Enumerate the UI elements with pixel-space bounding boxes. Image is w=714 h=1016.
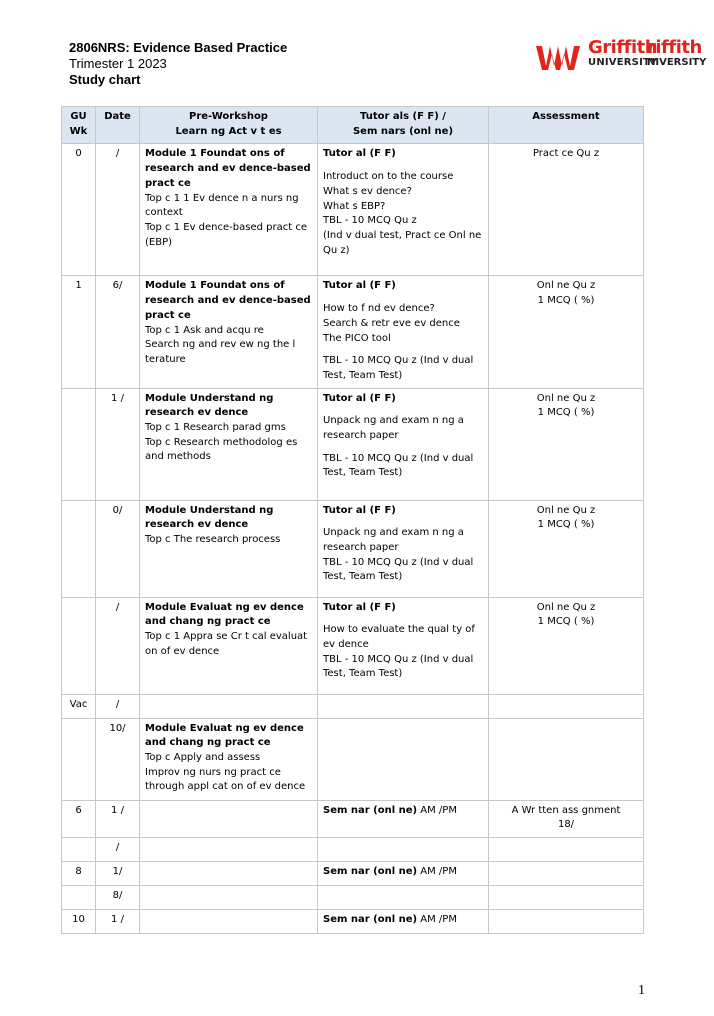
tutorial-quiz-line: TBL - 10 MCQ Qu z (Ind v dual Test, Team Test) xyxy=(323,452,474,479)
griffith-logo xyxy=(534,38,710,74)
assessment-line: 18/ xyxy=(557,819,575,831)
assessment-cell xyxy=(489,694,644,718)
pre-workshop-cell xyxy=(140,276,318,388)
assessment-line: A Wr tten ass gnment xyxy=(511,804,621,816)
page-number: 1 xyxy=(638,983,645,998)
assessment-cell xyxy=(489,718,644,800)
topic-line: Top c 1 Research parad gms xyxy=(145,422,286,434)
tutorial-title-line xyxy=(323,913,483,928)
assessment-line: Onl ne Qu z xyxy=(536,280,596,292)
tutorial-cell xyxy=(318,800,489,837)
tutorial-cell xyxy=(318,500,489,597)
table-row xyxy=(62,500,644,597)
pre-workshop-cell xyxy=(140,388,318,500)
topic-line: Search ng and rev ew ng the l terature xyxy=(145,339,296,365)
assessment-cell xyxy=(489,597,644,694)
week-cell: 0 xyxy=(62,144,96,276)
table-row xyxy=(62,694,644,718)
tutorial-cell xyxy=(318,388,489,500)
topic-line: Top c The research process xyxy=(145,534,281,546)
pre-workshop-cell xyxy=(140,838,318,862)
tutorial-cell xyxy=(318,144,489,276)
header-pre-workshop: Pre-Workshop Learn ng Act v t es xyxy=(140,107,318,144)
assessment-cell xyxy=(489,838,644,862)
tutorial-cell xyxy=(318,276,489,388)
module-title: Module Evaluat ng ev dence and chang ng pract ce xyxy=(145,722,304,749)
tutorial-line: TBL - 10 MCQ Qu z xyxy=(323,215,417,227)
date-cell: / xyxy=(96,694,140,718)
table-header-row xyxy=(62,107,644,144)
tutorial-title-line xyxy=(323,601,483,616)
table-row xyxy=(62,910,644,934)
study-chart-table xyxy=(61,106,644,934)
topic-line: Top c Apply and assess xyxy=(145,752,261,764)
spacer xyxy=(323,162,483,170)
tutorial-title: Sem nar (onl ne) xyxy=(323,804,418,816)
table-row xyxy=(62,862,644,886)
header-tutorials: Tutor als (F F) / Sem nars (onl ne) xyxy=(318,107,489,144)
assessment-cell xyxy=(489,500,644,597)
date-cell: / xyxy=(96,144,140,276)
week-cell xyxy=(62,500,96,597)
spacer xyxy=(323,294,483,302)
griffith-logo-mark-icon xyxy=(534,42,584,70)
week-cell xyxy=(62,388,96,500)
week-cell: 8 xyxy=(62,862,96,886)
tutorial-cell xyxy=(318,718,489,800)
module-title: Module Understand ng research ev dence xyxy=(145,392,274,419)
tutorial-cell xyxy=(318,862,489,886)
header-assessment: Assessment xyxy=(489,107,644,144)
logo-word-university-repeat: NIVERSITY xyxy=(647,57,707,68)
tutorial-title: Tutor al (F F) xyxy=(323,148,396,160)
table-row xyxy=(62,800,644,837)
tutorial-time: AM /PM xyxy=(417,866,457,878)
assessment-line: Pract ce Qu z xyxy=(532,148,600,160)
tutorial-line: What s EBP? xyxy=(323,200,386,212)
tutorial-line: Search & retr eve ev dence xyxy=(323,317,460,329)
date-cell: 1 / xyxy=(96,800,140,837)
week-cell: 6 xyxy=(62,800,96,837)
tutorial-line: How to evaluate the qual ty of ev dence xyxy=(323,624,475,651)
pre-workshop-cell xyxy=(140,862,318,886)
tutorial-line: What s ev dence? xyxy=(323,185,412,197)
tutorial-title-line xyxy=(323,865,483,880)
assessment-line: 1 MCQ ( %) xyxy=(537,519,595,531)
tutorial-line: (Ind v dual test, Pract ce Onl ne Qu z) xyxy=(323,229,482,256)
assessment-line: Onl ne Qu z xyxy=(536,392,596,404)
tutorial-title: Sem nar (onl ne) xyxy=(323,914,418,926)
assessment-cell xyxy=(489,862,644,886)
tutorial-time: AM /PM xyxy=(417,804,457,816)
pre-workshop-cell xyxy=(140,694,318,718)
date-cell: 1 / xyxy=(96,910,140,934)
pre-workshop-cell xyxy=(140,800,318,837)
assessment-line: 1 MCQ ( %) xyxy=(537,295,595,307)
table-row xyxy=(62,718,644,800)
assessment-cell xyxy=(489,886,644,910)
date-cell: 0/ xyxy=(96,500,140,597)
tutorial-line: Unpack ng and exam n ng a research paper xyxy=(323,527,464,554)
header-week: GU Wk xyxy=(62,107,96,144)
week-cell xyxy=(62,597,96,694)
logo-word-griffith-repeat: riffith xyxy=(647,37,702,58)
week-cell xyxy=(62,718,96,800)
assessment-cell xyxy=(489,388,644,500)
week-cell xyxy=(62,838,96,862)
pre-workshop-cell xyxy=(140,597,318,694)
date-cell: 8/ xyxy=(96,886,140,910)
table-row xyxy=(62,838,644,862)
date-cell: 1/ xyxy=(96,862,140,886)
assessment-line: Onl ne Qu z xyxy=(536,601,596,613)
trimester-label: Trimester 1 2023 xyxy=(69,56,167,71)
assessment-line: 1 MCQ ( %) xyxy=(537,616,595,628)
logo-word-university: UNIVERSITY xyxy=(588,57,658,68)
tutorial-cell xyxy=(318,886,489,910)
date-cell: / xyxy=(96,597,140,694)
table-row xyxy=(62,276,644,388)
tutorial-line: Unpack ng and exam n ng a research paper xyxy=(323,415,464,442)
tutorial-title-line xyxy=(323,504,483,519)
logo-word-griffith: Griffith xyxy=(588,37,658,58)
week-cell: 10 xyxy=(62,910,96,934)
week-cell: Vac xyxy=(62,694,96,718)
table-row xyxy=(62,886,644,910)
spacer xyxy=(323,406,483,414)
tutorial-line: TBL - 10 MCQ Qu z (Ind v dual Test, Team Test) xyxy=(323,556,474,583)
table-body xyxy=(62,144,644,934)
spacer xyxy=(323,518,483,526)
tutorial-line: The PICO tool xyxy=(323,332,391,344)
table-row xyxy=(62,388,644,500)
pre-workshop-cell xyxy=(140,886,318,910)
tutorial-time: AM /PM xyxy=(417,914,457,926)
spacer xyxy=(323,346,483,354)
table-row xyxy=(62,144,644,276)
tutorial-line: How to f nd ev dence? xyxy=(323,303,435,315)
table-row xyxy=(62,597,644,694)
tutorial-cell xyxy=(318,910,489,934)
topic-line: Top c 1 Ev dence-based pract ce (EBP) xyxy=(145,221,307,248)
tutorial-title-line xyxy=(323,279,483,294)
tutorial-title: Tutor al (F F) xyxy=(323,504,396,516)
tutorial-quiz-line: TBL - 10 MCQ Qu z (Ind v dual Test, Team Test) xyxy=(323,355,474,381)
tutorial-line: Introduct on to the course xyxy=(323,171,454,183)
pre-workshop-cell xyxy=(140,144,318,276)
tutorial-title-line xyxy=(323,392,483,407)
spacer xyxy=(323,444,483,452)
topic-line: Top c Research methodolog es and methods xyxy=(145,436,298,463)
tutorial-title-line xyxy=(323,147,483,162)
tutorial-cell xyxy=(318,694,489,718)
date-cell: 6/ xyxy=(96,276,140,388)
assessment-cell xyxy=(489,910,644,934)
tutorial-line: TBL - 10 MCQ Qu z (Ind v dual Test, Team Test) xyxy=(323,653,474,680)
topic-line: Top c 1 Ask and acqu re xyxy=(145,324,264,336)
assessment-line: 1 MCQ ( %) xyxy=(537,407,595,419)
pre-workshop-cell xyxy=(140,910,318,934)
study-chart-title: Study chart xyxy=(69,72,141,87)
assessment-cell xyxy=(489,800,644,837)
tutorial-cell xyxy=(318,597,489,694)
tutorial-cell xyxy=(318,838,489,862)
module-title: Module 1 Foundat ons of research and ev dence-based pract ce xyxy=(145,148,311,189)
assessment-line: Onl ne Qu z xyxy=(536,504,596,516)
date-cell: 1 / xyxy=(96,388,140,500)
week-cell: 1 xyxy=(62,276,96,388)
module-title: Module Understand ng research ev dence xyxy=(145,504,274,531)
course-title: 2806NRS: Evidence Based Practice xyxy=(69,40,288,55)
spacer xyxy=(323,615,483,623)
assessment-cell xyxy=(489,276,644,388)
tutorial-title: Tutor al (F F) xyxy=(323,280,396,292)
date-cell: 10/ xyxy=(96,718,140,800)
date-cell: / xyxy=(96,838,140,862)
document-header xyxy=(69,40,287,88)
week-cell xyxy=(62,886,96,910)
module-title: Module Evaluat ng ev dence and chang ng pract ce xyxy=(145,601,304,628)
tutorial-title: Tutor al (F F) xyxy=(323,392,396,404)
tutorial-title: Sem nar (onl ne) xyxy=(323,866,418,878)
pre-workshop-cell xyxy=(140,718,318,800)
tutorial-title: Tutor al (F F) xyxy=(323,601,396,613)
tutorial-title-line xyxy=(323,804,483,819)
topic-line: Top c 1 1 Ev dence n a nurs ng context xyxy=(145,192,299,219)
assessment-cell xyxy=(489,144,644,276)
topic-line: Top c 1 Appra se Cr t cal evaluat on of ev dence xyxy=(145,631,308,657)
header-date: Date xyxy=(96,107,140,144)
topic-line: Improv ng nurs ng pract ce through appl cat on of ev dence xyxy=(145,766,306,793)
pre-workshop-cell xyxy=(140,500,318,597)
module-title: Module 1 Foundat ons of research and ev dence-based pract ce xyxy=(145,280,311,321)
